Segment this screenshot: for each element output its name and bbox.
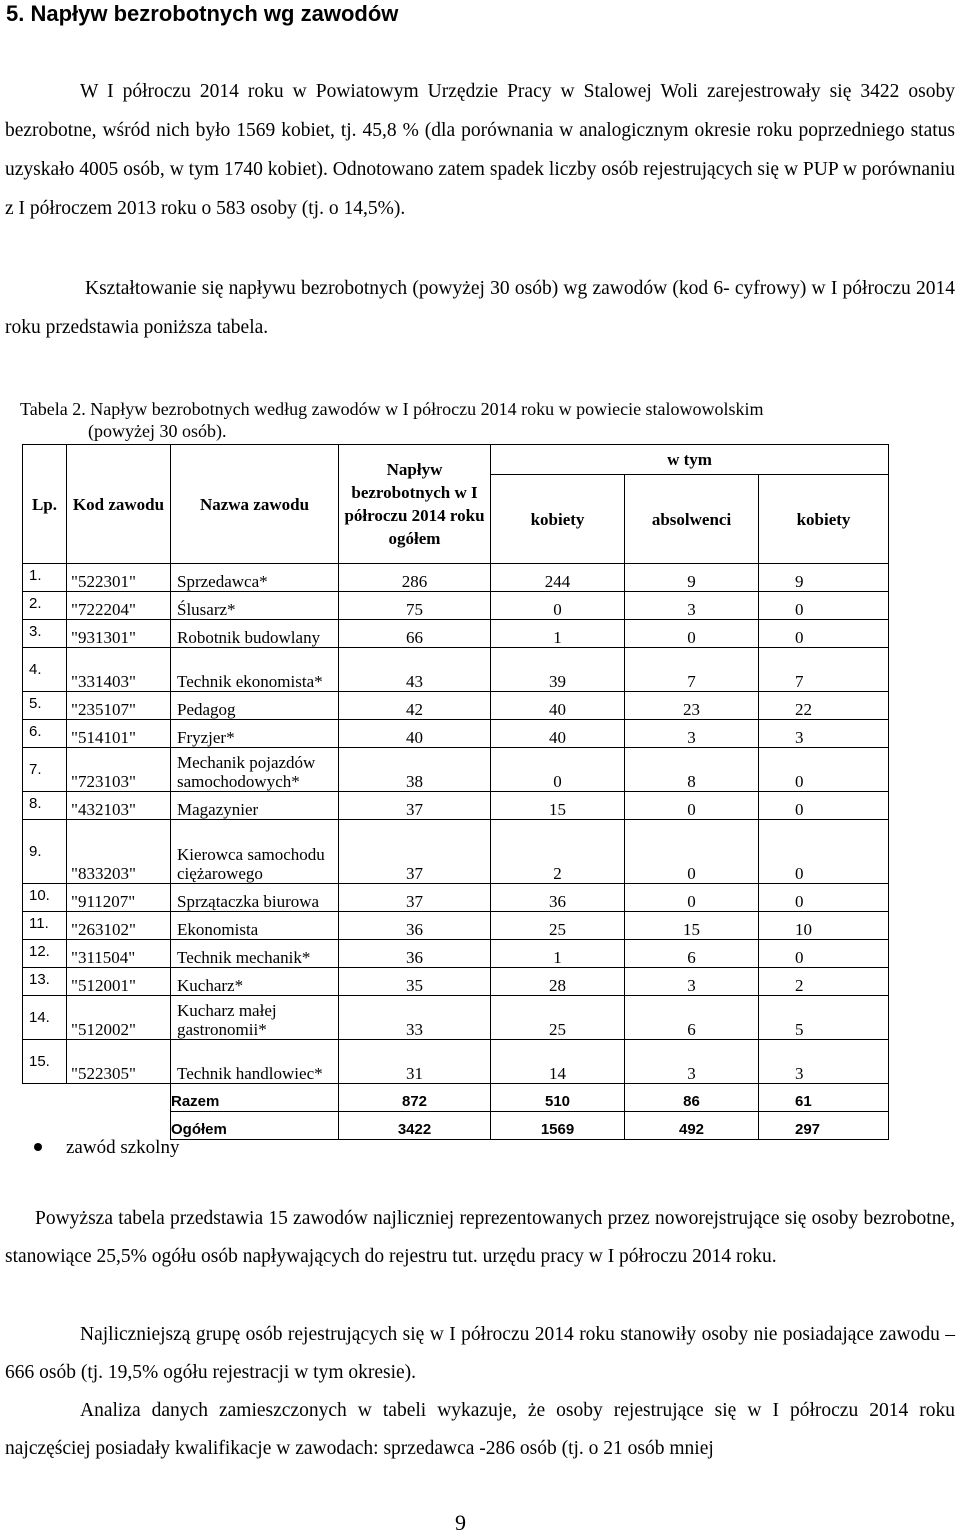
- table-row: [23, 1040, 889, 1084]
- row-ogolem: 37: [339, 884, 491, 912]
- row-kod: "514101": [67, 720, 171, 748]
- footnote: [34, 1136, 179, 1160]
- row-kod: "263102": [67, 912, 171, 940]
- row-abs-kobiety: 2: [759, 968, 889, 996]
- row-ogolem: 33: [339, 996, 491, 1040]
- row-kod: "522301": [67, 564, 171, 592]
- row-nazwa: Technik mechanik*: [171, 940, 339, 968]
- row-lp: 4.: [23, 648, 67, 692]
- row-abs-kobiety: 22: [759, 692, 889, 720]
- row-lp: 8.: [23, 792, 67, 820]
- razem-spacer: [23, 1084, 171, 1112]
- table-row: [23, 820, 889, 884]
- row-kod: "235107": [67, 692, 171, 720]
- table-row: [23, 940, 889, 968]
- row-kobiety: 1: [491, 620, 625, 648]
- table-row: [23, 884, 889, 912]
- row-lp: 13.: [23, 968, 67, 996]
- row-ogolem: 286: [339, 564, 491, 592]
- row-kobiety: 25: [491, 996, 625, 1040]
- ogolem-ogolem: 3422: [339, 1112, 491, 1140]
- row-abs-kobiety: 0: [759, 748, 889, 792]
- row-lp: 10.: [23, 884, 67, 912]
- row-absolwenci: 3: [625, 592, 759, 620]
- footnote-text: zawód szkolny: [66, 1137, 180, 1158]
- row-ogolem: 36: [339, 912, 491, 940]
- row-kobiety: 36: [491, 884, 625, 912]
- row-abs-kobiety: 0: [759, 592, 889, 620]
- row-kobiety: 0: [491, 748, 625, 792]
- table-row: [23, 592, 889, 620]
- table-caption: [20, 398, 920, 442]
- razem-kobiety: 510: [491, 1084, 625, 1112]
- row-abs-kobiety: 5: [759, 996, 889, 1040]
- header-absolwenci-kobiety: kobiety: [759, 475, 889, 564]
- row-absolwenci: 0: [625, 620, 759, 648]
- row-nazwa: Robotnik budowlany: [171, 620, 339, 648]
- row-absolwenci: 9: [625, 564, 759, 592]
- row-absolwenci: 3: [625, 720, 759, 748]
- razem-label: Razem: [171, 1084, 339, 1112]
- header-kod: Kod zawodu: [67, 445, 171, 564]
- row-nazwa: Fryzjer*: [171, 720, 339, 748]
- row-abs-kobiety: 3: [759, 1040, 889, 1084]
- page-number: 9: [455, 1510, 466, 1535]
- row-ogolem: 37: [339, 820, 491, 884]
- row-kod: "331403": [67, 648, 171, 692]
- row-nazwa: Pedagog: [171, 692, 339, 720]
- row-kobiety: 25: [491, 912, 625, 940]
- razem-ogolem: 872: [339, 1084, 491, 1112]
- paragraph-table-intro: Kształtowanie się napływu bezrobotnych (powyżej 30 osób) wg zawodów (kod 6- cyfrowy) w I półroczu 2014 roku przedstawia poniższa tabela.: [5, 278, 955, 338]
- row-abs-kobiety: 10: [759, 912, 889, 940]
- row-lp: 6.: [23, 720, 67, 748]
- row-kod: "722204": [67, 592, 171, 620]
- row-absolwenci: 6: [625, 940, 759, 968]
- row-nazwa: Sprzedawca*: [171, 564, 339, 592]
- row-kobiety: 28: [491, 968, 625, 996]
- razem-abs-kobiety: 61: [759, 1084, 889, 1112]
- row-absolwenci: 3: [625, 968, 759, 996]
- row-nazwa: Kucharz małej gastronomii*: [171, 996, 339, 1040]
- row-ogolem: 31: [339, 1040, 491, 1084]
- row-lp: 1.: [23, 564, 67, 592]
- row-lp: 2.: [23, 592, 67, 620]
- row-nazwa: Ślusarz*: [171, 592, 339, 620]
- row-lp: 14.: [23, 996, 67, 1040]
- table-row: [23, 620, 889, 648]
- row-ogolem: 36: [339, 940, 491, 968]
- table-row: [23, 564, 889, 592]
- row-abs-kobiety: 0: [759, 792, 889, 820]
- razem-row: [23, 1084, 889, 1112]
- row-nazwa: Kucharz*: [171, 968, 339, 996]
- table-row: [23, 648, 889, 692]
- row-absolwenci: 3: [625, 1040, 759, 1084]
- row-lp: 5.: [23, 692, 67, 720]
- row-abs-kobiety: 9: [759, 564, 889, 592]
- paragraph-largest-group: Najliczniejszą grupę osób rejestrujących się w I półroczu 2014 roku stanowiły osoby nie posiadające zawodu – 666 osób (tj. 19,5% ogółu rejestracji w tym okresie).: [5, 1324, 955, 1383]
- row-absolwenci: 23: [625, 692, 759, 720]
- row-kod: "432103": [67, 792, 171, 820]
- row-abs-kobiety: 0: [759, 884, 889, 912]
- table-row: [23, 996, 889, 1040]
- row-ogolem: 35: [339, 968, 491, 996]
- row-nazwa: Kierowca samochodu ciężarowego: [171, 820, 339, 884]
- row-abs-kobiety: 3: [759, 720, 889, 748]
- row-absolwenci: 0: [625, 820, 759, 884]
- table-row: [23, 692, 889, 720]
- header-w-tym: w tym: [491, 445, 889, 475]
- row-kobiety: 14: [491, 1040, 625, 1084]
- header-lp: Lp.: [23, 445, 67, 564]
- row-ogolem: 75: [339, 592, 491, 620]
- row-nazwa: Ekonomista: [171, 912, 339, 940]
- row-absolwenci: 0: [625, 884, 759, 912]
- row-ogolem: 40: [339, 720, 491, 748]
- row-kobiety: 1: [491, 940, 625, 968]
- row-kobiety: 0: [491, 592, 625, 620]
- table-row: [23, 748, 889, 792]
- ogolem-absolwenci: 492: [625, 1112, 759, 1140]
- paragraph-intro: W I półroczu 2014 roku w Powiatowym Urzędzie Pracy w Stalowej Woli zarejestrowały się 3422 osoby bezrobotne, wśród nich było 1569 kobiet, tj. 45,8 % (dla porównania w analogicznym okresie roku poprzedniego status uzyskało 4005 osób, w tym 1740 kobiet). Odnotowano zatem spadek liczby osób rejestrujących się w PUP w porównaniu z I półroczem 2013 roku o 583 osoby (tj. o 14,5%).: [5, 81, 955, 219]
- row-kod: "522305": [67, 1040, 171, 1084]
- row-absolwenci: 6: [625, 996, 759, 1040]
- row-kod: "311504": [67, 940, 171, 968]
- row-nazwa: Magazynier: [171, 792, 339, 820]
- row-kobiety: 39: [491, 648, 625, 692]
- row-kobiety: 40: [491, 692, 625, 720]
- header-nazwa: Nazwa zawodu: [171, 445, 339, 564]
- row-abs-kobiety: 0: [759, 820, 889, 884]
- table-row: [23, 912, 889, 940]
- ogolem-label: Ogółem: [171, 1112, 339, 1140]
- header-absolwenci: absolwenci: [625, 475, 759, 564]
- row-kod: "723103": [67, 748, 171, 792]
- row-abs-kobiety: 7: [759, 648, 889, 692]
- row-abs-kobiety: 0: [759, 940, 889, 968]
- row-lp: 9.: [23, 820, 67, 884]
- row-kod: "833203": [67, 820, 171, 884]
- header-naplyw: Napływ bezrobotnych w I półroczu 2014 roku ogółem: [339, 445, 491, 564]
- razem-absolwenci: 86: [625, 1084, 759, 1112]
- row-ogolem: 43: [339, 648, 491, 692]
- paragraph-summary: Powyższa tabela przedstawia 15 zawodów najliczniej reprezentowanych przez noworejstrujące się osoby bezrobotne, stanowiące 25,5% ogółu osób napływających do rejestru tut. urzędu pracy w I półroczu 2014 roku.: [5, 1208, 955, 1267]
- row-ogolem: 38: [339, 748, 491, 792]
- row-nazwa: Sprzątaczka biurowa: [171, 884, 339, 912]
- row-abs-kobiety: 0: [759, 620, 889, 648]
- row-lp: 3.: [23, 620, 67, 648]
- occupations-table: [22, 444, 889, 1140]
- table-row: [23, 720, 889, 748]
- row-kod: "931301": [67, 620, 171, 648]
- row-ogolem: 37: [339, 792, 491, 820]
- row-kod: "512001": [67, 968, 171, 996]
- row-lp: 12.: [23, 940, 67, 968]
- row-ogolem: 42: [339, 692, 491, 720]
- table-row: [23, 792, 889, 820]
- paragraph-analysis: Analiza danych zamieszczonych w tabeli wykazuje, że osoby rejestrujące się w I półroczu 2014 roku najczęściej posiadały kwalifikacje w zawodach: sprzedawca -286 osób (tj. o 21 osób mniej: [5, 1400, 955, 1459]
- header-kobiety: kobiety: [491, 475, 625, 564]
- bullet-icon: [34, 1143, 42, 1151]
- row-ogolem: 66: [339, 620, 491, 648]
- row-nazwa: Technik ekonomista*: [171, 648, 339, 692]
- row-kod: "512002": [67, 996, 171, 1040]
- row-kod: "911207": [67, 884, 171, 912]
- row-absolwenci: 0: [625, 792, 759, 820]
- row-kobiety: 40: [491, 720, 625, 748]
- table-caption-line1: Tabela 2. Napływ bezrobotnych według zawodów w I półroczu 2014 roku w powiecie stalowowolskim: [20, 399, 764, 419]
- ogolem-abs-kobiety: 297: [759, 1112, 889, 1140]
- section-heading: 5. Napływ bezrobotnych wg zawodów: [6, 1, 399, 26]
- row-kobiety: 244: [491, 564, 625, 592]
- row-nazwa: Technik handlowiec*: [171, 1040, 339, 1084]
- table-caption-line2: (powyżej 30 osób).: [88, 421, 227, 441]
- row-absolwenci: 8: [625, 748, 759, 792]
- row-lp: 7.: [23, 748, 67, 792]
- row-kobiety: 2: [491, 820, 625, 884]
- table-row: [23, 968, 889, 996]
- row-nazwa: Mechanik pojazdów samochodowych*: [171, 748, 339, 792]
- row-lp: 15.: [23, 1040, 67, 1084]
- row-lp: 11.: [23, 912, 67, 940]
- row-kobiety: 15: [491, 792, 625, 820]
- row-absolwenci: 7: [625, 648, 759, 692]
- row-absolwenci: 15: [625, 912, 759, 940]
- ogolem-kobiety: 1569: [491, 1112, 625, 1140]
